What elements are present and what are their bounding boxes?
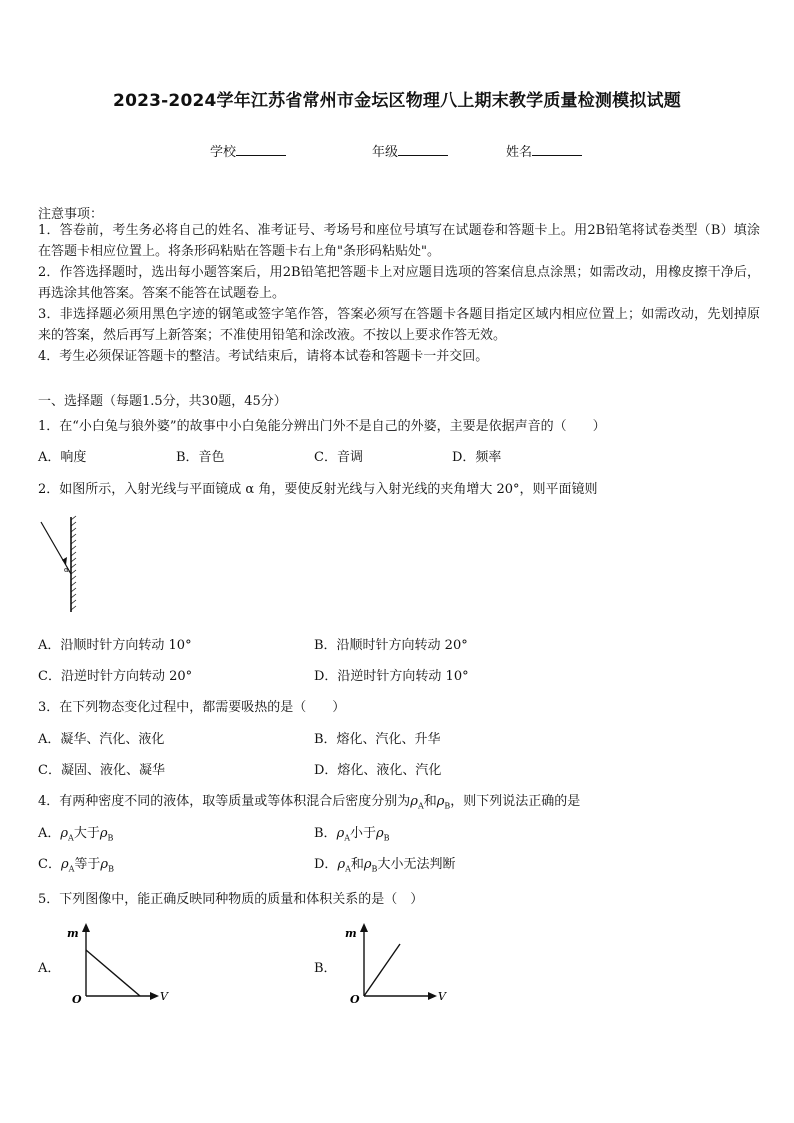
q5-a-line bbox=[86, 950, 140, 996]
section-heading: 一、选择题（每题1.5分，共30题，45分） bbox=[38, 394, 287, 409]
q4-option-d: D．$\rho_A$和$\rho_B$大小无法判断 bbox=[314, 857, 456, 874]
grade-field bbox=[372, 141, 448, 160]
name-label: 姓名 bbox=[506, 145, 533, 160]
q4-option-c: C．$\rho_A$等于$\rho_B$ bbox=[38, 857, 114, 874]
q1-option-a: A．响度 bbox=[38, 450, 87, 465]
svg-text:O: O bbox=[72, 993, 82, 1006]
svg-text:V: V bbox=[160, 990, 168, 1003]
name-blank bbox=[532, 143, 582, 156]
note-item-3: 3．非选择题必须用黑色字迹的钢笔或签字笔作答，答案必须写在答题卡各题目指定区域内相应位置上；如需改动，先划掉原来的答案，然后再写上新答案；不准使用铅笔和涂改液。不按以上要求作答无效。 bbox=[38, 307, 760, 343]
exam-title: 2023-2024学年江苏省常州市金坛区物理八上期末教学质量检测模拟试题 bbox=[113, 91, 681, 111]
y-axis-arrow-icon bbox=[360, 923, 368, 932]
q4-option-b: B．$\rho_A$小于$\rho_B$ bbox=[314, 826, 390, 843]
q3-option-d: D．熔化、液化、汽化 bbox=[314, 763, 442, 778]
x-axis-arrow-icon bbox=[428, 992, 437, 1000]
question-4-stem: 4．有两种密度不同的液体，取等质量或等体积混合后密度分别为$\rho_A$和$\rho_B$，则下列说法正确的是 bbox=[38, 794, 581, 811]
alpha-label: α bbox=[64, 566, 69, 574]
question-1-stem: 1．在“小白兔与狼外婆”的故事中小白兔能分辨出门外不是自己的外婆，主要是依据声音的（ ） bbox=[38, 419, 606, 434]
q3-option-a: A．凝华、汽化、液化 bbox=[38, 732, 165, 747]
svg-text:m: m bbox=[345, 927, 357, 940]
q5-b-line bbox=[364, 944, 400, 996]
question-2-stem: 2．如图所示，入射光线与平面镜成 α 角，要使反射光线与入射光线的夹角增大 20°，则平面镜则 bbox=[38, 482, 598, 497]
q2-option-c: C．沿逆时针方向转动 20° bbox=[38, 669, 193, 684]
notes-heading: 注意事项： bbox=[38, 207, 104, 222]
note-item-1: 1．答卷前，考生务必将自己的姓名、准考证号、考场号和座位号填写在试题卷和答题卡上。用2B铅笔将试卷类型（B）填涂在答题卡相应位置上。将条形码粘贴在答题卡右上角"条形码粘贴处"。 bbox=[38, 223, 760, 259]
x-axis-arrow-icon bbox=[150, 992, 159, 1000]
q5-option-a-label: A． bbox=[38, 961, 61, 976]
q2-option-b: B．沿顺时针方向转动 20° bbox=[314, 638, 468, 653]
q3-option-c: C．凝固、液化、凝华 bbox=[38, 763, 165, 778]
question-3-stem: 3．在下列物态变化过程中，都需要吸热的是（ ） bbox=[38, 700, 346, 715]
q3-option-b: B．熔化、汽化、升华 bbox=[314, 732, 441, 747]
q1-option-d: D．频率 bbox=[452, 450, 502, 465]
svg-text:O: O bbox=[350, 993, 360, 1006]
q2-option-d: D．沿逆时针方向转动 10° bbox=[314, 669, 469, 684]
svg-text:V: V bbox=[438, 990, 446, 1003]
q2-option-a: A．沿顺时针方向转动 10° bbox=[38, 638, 192, 653]
q5-option-b-label: B． bbox=[314, 961, 337, 976]
svg-text:m: m bbox=[67, 927, 79, 940]
name-field bbox=[506, 141, 582, 160]
note-item-2: 2．作答选择题时，选出每小题答案后，用2B铅笔把答题卡上对应题目选项的答案信息点涂黑；如需改动，用橡皮擦干净后，再选涂其他答案。答案不能答在试题卷上。 bbox=[38, 265, 760, 301]
q1-option-c: C．音调 bbox=[314, 450, 363, 465]
q1-option-b: B．音色 bbox=[176, 450, 225, 465]
school-blank bbox=[236, 143, 286, 156]
school-label: 学校 bbox=[210, 145, 237, 160]
q5-graph-a bbox=[62, 920, 174, 1008]
y-axis-arrow-icon bbox=[82, 923, 90, 932]
question-5-stem: 5．下列图像中，能正确反映同种物质的质量和体积关系的是（ ） bbox=[38, 892, 424, 907]
note-item-4: 4．考生必须保证答题卡的整洁。考试结束后，请将本试卷和答题卡一并交回。 bbox=[38, 349, 489, 364]
school-field bbox=[210, 141, 286, 160]
grade-blank bbox=[398, 143, 448, 156]
q4-option-a: A．$\rho_A$大于$\rho_B$ bbox=[38, 826, 114, 843]
q5-graph-b bbox=[340, 920, 452, 1008]
grade-label: 年级 bbox=[372, 145, 399, 160]
mirror-diagram bbox=[36, 514, 86, 614]
